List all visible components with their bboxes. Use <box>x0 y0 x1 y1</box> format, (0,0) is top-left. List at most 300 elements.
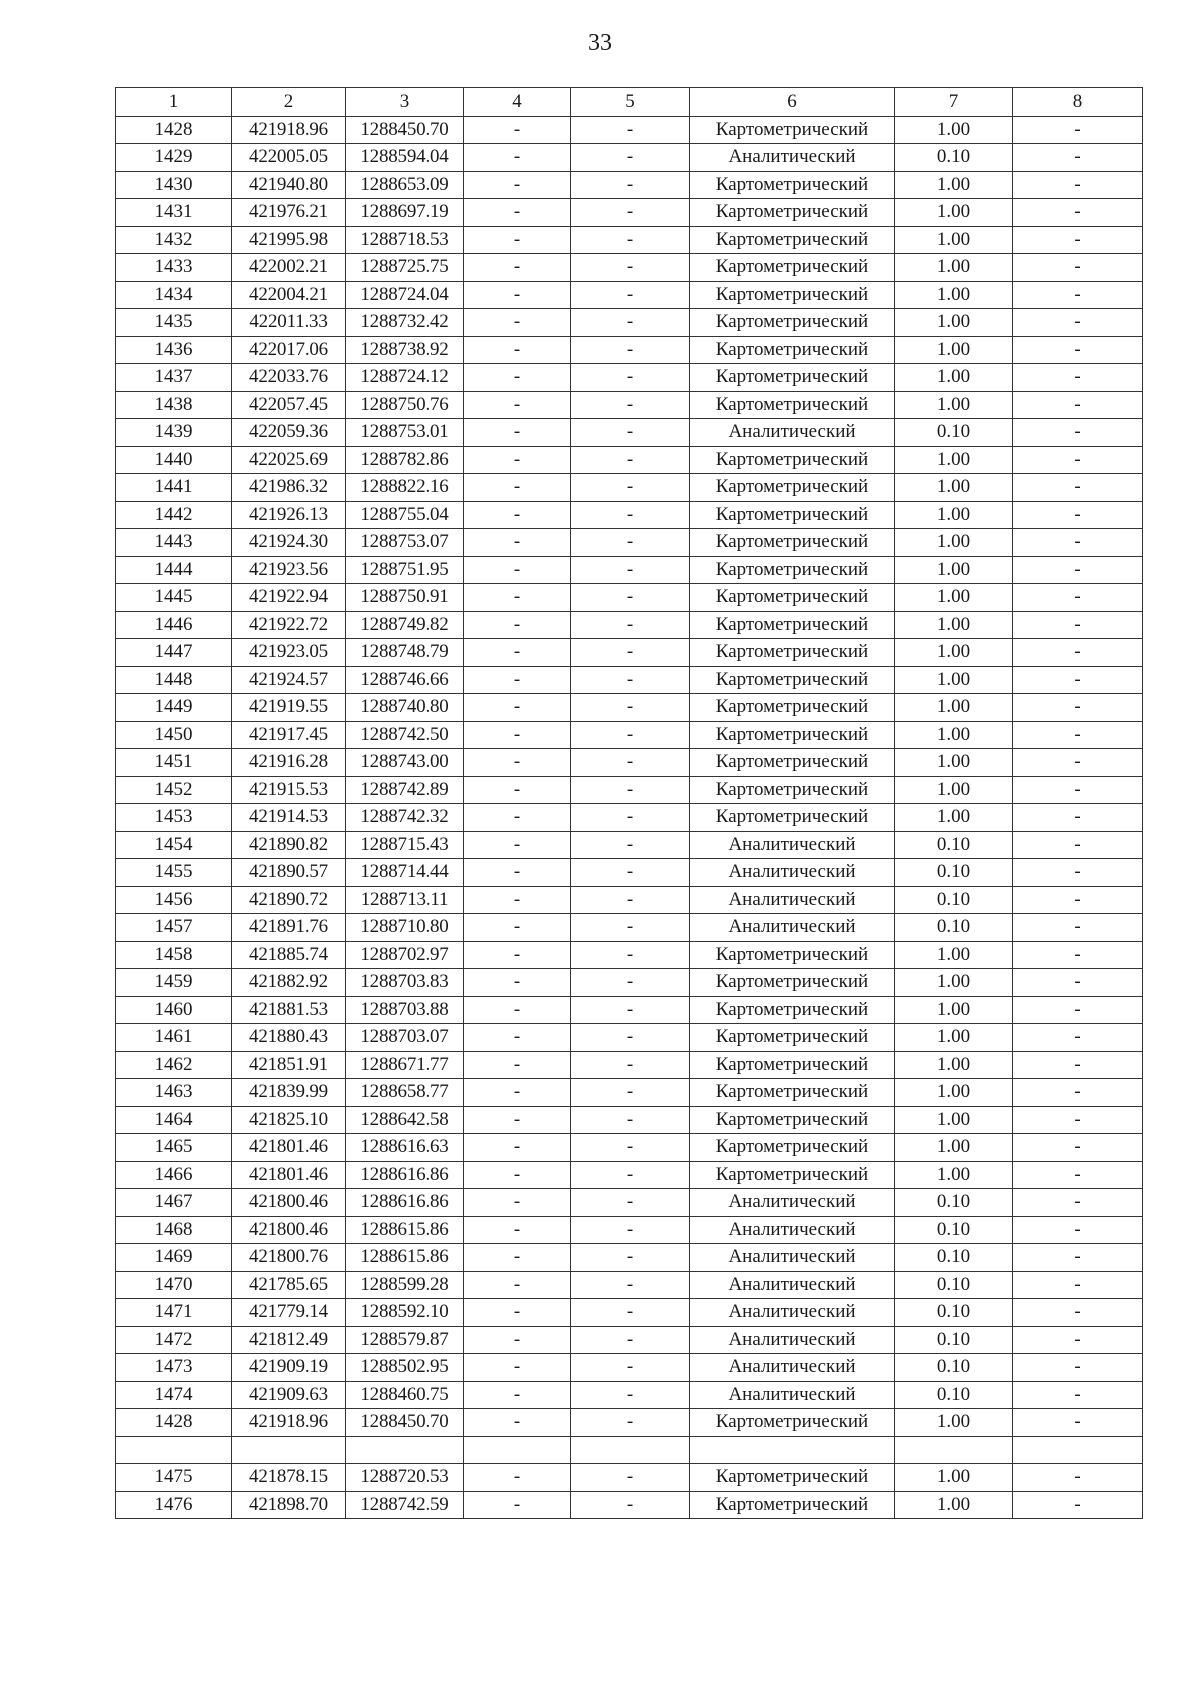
table-cell: Аналитический <box>690 1299 895 1327</box>
table-cell: 1.00 <box>895 749 1013 777</box>
table-cell <box>690 1436 895 1464</box>
table-cell: - <box>571 1024 690 1052</box>
table-cell: - <box>464 199 571 227</box>
table-cell: 1.00 <box>895 116 1013 144</box>
table-cell: - <box>1013 1024 1143 1052</box>
table-cell: - <box>571 501 690 529</box>
table-cell: 421923.05 <box>232 639 346 667</box>
table-cell: - <box>464 1326 571 1354</box>
table-cell: 421922.72 <box>232 611 346 639</box>
column-header: 2 <box>232 88 346 117</box>
table-cell: 1.00 <box>895 666 1013 694</box>
table-cell: 1288714.44 <box>346 859 464 887</box>
table-cell: 1288748.79 <box>346 639 464 667</box>
table-cell: - <box>1013 336 1143 364</box>
table-cell: Картометрический <box>690 611 895 639</box>
table-cell: - <box>571 309 690 337</box>
table-cell: 1288725.75 <box>346 254 464 282</box>
table-cell: Картометрический <box>690 1024 895 1052</box>
table-cell: 1.00 <box>895 941 1013 969</box>
table-cell: Аналитический <box>690 914 895 942</box>
table-cell: - <box>571 1189 690 1217</box>
table-cell: 1288742.32 <box>346 804 464 832</box>
table-cell: - <box>571 1464 690 1492</box>
table-cell: - <box>1013 419 1143 447</box>
table-cell: - <box>1013 1299 1143 1327</box>
table-cell: - <box>1013 1189 1143 1217</box>
table-cell: 422017.06 <box>232 336 346 364</box>
table-cell: - <box>464 116 571 144</box>
table-cell: 421801.46 <box>232 1134 346 1162</box>
table-row <box>116 254 1143 282</box>
table-cell: 1434 <box>116 281 232 309</box>
table-cell: 1288743.00 <box>346 749 464 777</box>
table-cell <box>116 1436 232 1464</box>
table-cell: 0.10 <box>895 1244 1013 1272</box>
table-cell: - <box>464 336 571 364</box>
table-cell: Картометрический <box>690 996 895 1024</box>
table-cell: Картометрический <box>690 336 895 364</box>
table-row <box>116 969 1143 997</box>
table-cell: - <box>464 969 571 997</box>
table-cell: 1468 <box>116 1216 232 1244</box>
table-row <box>116 1409 1143 1437</box>
table-cell: - <box>464 309 571 337</box>
table-cell: - <box>571 1244 690 1272</box>
table-cell: - <box>1013 474 1143 502</box>
table-cell: 1288653.09 <box>346 171 464 199</box>
table-cell: Аналитический <box>690 859 895 887</box>
table-cell: 0.10 <box>895 1189 1013 1217</box>
table-cell: 1.00 <box>895 226 1013 254</box>
table-cell: - <box>464 1106 571 1134</box>
table-cell: 1469 <box>116 1244 232 1272</box>
header-row <box>116 88 1143 117</box>
table-cell: - <box>1013 1491 1143 1519</box>
table-cell: 0.10 <box>895 1271 1013 1299</box>
table-cell: 1.00 <box>895 1491 1013 1519</box>
table-cell: 421909.19 <box>232 1354 346 1382</box>
table-cell: Аналитический <box>690 1354 895 1382</box>
table-cell: 1.00 <box>895 584 1013 612</box>
table-cell: 1.00 <box>895 1409 1013 1437</box>
column-header: 5 <box>571 88 690 117</box>
table-cell: 421812.49 <box>232 1326 346 1354</box>
table-body <box>116 116 1143 1519</box>
table-cell: - <box>571 1299 690 1327</box>
table-cell: 422059.36 <box>232 419 346 447</box>
table-cell: - <box>1013 969 1143 997</box>
table-cell: - <box>571 281 690 309</box>
table-cell: 1.00 <box>895 694 1013 722</box>
table-cell: Картометрический <box>690 1106 895 1134</box>
table-cell: 0.10 <box>895 1326 1013 1354</box>
table-cell: 1450 <box>116 721 232 749</box>
table-cell: 1472 <box>116 1326 232 1354</box>
table-cell: - <box>464 1244 571 1272</box>
table-cell: 421924.30 <box>232 529 346 557</box>
table-row <box>116 1491 1143 1519</box>
table-row <box>116 364 1143 392</box>
table-cell: - <box>464 776 571 804</box>
table-cell: - <box>1013 1409 1143 1437</box>
table-row <box>116 1244 1143 1272</box>
table-cell: 1288753.01 <box>346 419 464 447</box>
table-cell: 1430 <box>116 171 232 199</box>
table-cell <box>346 1436 464 1464</box>
table-cell: 1449 <box>116 694 232 722</box>
table-cell: - <box>464 749 571 777</box>
table-cell: - <box>464 281 571 309</box>
table-cell: 1288720.53 <box>346 1464 464 1492</box>
table-cell: 1288715.43 <box>346 831 464 859</box>
table-cell: Картометрический <box>690 969 895 997</box>
table-cell: - <box>571 1079 690 1107</box>
table-cell: 1431 <box>116 199 232 227</box>
table-cell: - <box>1013 666 1143 694</box>
table-cell: 421800.76 <box>232 1244 346 1272</box>
table-cell: 1288703.88 <box>346 996 464 1024</box>
table-cell: - <box>1013 171 1143 199</box>
table-cell: 421995.98 <box>232 226 346 254</box>
table-cell: 1288751.95 <box>346 556 464 584</box>
table-cell: - <box>1013 776 1143 804</box>
table-cell: Картометрический <box>690 804 895 832</box>
table-cell: Аналитический <box>690 419 895 447</box>
table-cell: - <box>1013 309 1143 337</box>
table-cell: - <box>1013 1216 1143 1244</box>
table-cell: - <box>1013 694 1143 722</box>
table-cell: 1288718.53 <box>346 226 464 254</box>
table-cell: 421976.21 <box>232 199 346 227</box>
table-cell: - <box>571 446 690 474</box>
table-cell: Картометрический <box>690 639 895 667</box>
table-row <box>116 144 1143 172</box>
table-cell: 1.00 <box>895 309 1013 337</box>
table-cell: - <box>571 144 690 172</box>
table-cell: - <box>464 446 571 474</box>
table-cell: 1474 <box>116 1381 232 1409</box>
table-cell: 1288740.80 <box>346 694 464 722</box>
table-cell: 1.00 <box>895 611 1013 639</box>
table-cell: - <box>464 611 571 639</box>
table-cell <box>571 1436 690 1464</box>
table-cell: 0.10 <box>895 1381 1013 1409</box>
table-row <box>116 1106 1143 1134</box>
table-cell: - <box>1013 749 1143 777</box>
table-cell: - <box>1013 1271 1143 1299</box>
table-cell: 1288450.70 <box>346 1409 464 1437</box>
table-cell: - <box>571 419 690 447</box>
table-cell: Картометрический <box>690 474 895 502</box>
table-cell: - <box>1013 1381 1143 1409</box>
page-number: 33 <box>588 30 612 56</box>
table-cell: 421923.56 <box>232 556 346 584</box>
table-cell: 1288724.12 <box>346 364 464 392</box>
table-cell: 1.00 <box>895 1161 1013 1189</box>
table-cell: 1288658.77 <box>346 1079 464 1107</box>
table-cell: - <box>464 584 571 612</box>
table-cell: 1454 <box>116 831 232 859</box>
table-cell: Картометрический <box>690 584 895 612</box>
column-header: 4 <box>464 88 571 117</box>
table-cell: 1473 <box>116 1354 232 1382</box>
table-cell: 421922.94 <box>232 584 346 612</box>
table-cell: - <box>464 226 571 254</box>
table-cell: 1428 <box>116 116 232 144</box>
table-cell: - <box>1013 144 1143 172</box>
table-cell: 1451 <box>116 749 232 777</box>
table-cell: - <box>464 831 571 859</box>
table-cell: - <box>464 1134 571 1162</box>
table-cell: 1429 <box>116 144 232 172</box>
table-row <box>116 556 1143 584</box>
table-cell: - <box>571 749 690 777</box>
table-cell: - <box>1013 1464 1143 1492</box>
table-cell: 0.10 <box>895 419 1013 447</box>
table-cell: - <box>571 1106 690 1134</box>
table-cell: - <box>464 1381 571 1409</box>
table-cell: 1288642.58 <box>346 1106 464 1134</box>
table-cell: 421898.70 <box>232 1491 346 1519</box>
table-cell: 421800.46 <box>232 1189 346 1217</box>
table-cell: - <box>571 1381 690 1409</box>
table-cell: - <box>571 171 690 199</box>
table-cell: 421890.82 <box>232 831 346 859</box>
column-header: 6 <box>690 88 895 117</box>
table-row <box>116 749 1143 777</box>
table-cell: 421881.53 <box>232 996 346 1024</box>
table-cell: 1435 <box>116 309 232 337</box>
table-cell: - <box>1013 996 1143 1024</box>
table-cell: - <box>464 666 571 694</box>
table-cell: - <box>464 1409 571 1437</box>
table-cell: Картометрический <box>690 556 895 584</box>
table-cell: 1288742.59 <box>346 1491 464 1519</box>
table-row <box>116 281 1143 309</box>
table-cell: 1447 <box>116 639 232 667</box>
table-cell: 1471 <box>116 1299 232 1327</box>
table-cell: - <box>1013 1244 1143 1272</box>
table-cell: Аналитический <box>690 886 895 914</box>
table-cell: - <box>1013 364 1143 392</box>
column-header: 8 <box>1013 88 1143 117</box>
table-cell: 421986.32 <box>232 474 346 502</box>
table-cell: 1465 <box>116 1134 232 1162</box>
table-cell: 421918.96 <box>232 116 346 144</box>
table-cell: - <box>464 1491 571 1519</box>
table-cell: 421839.99 <box>232 1079 346 1107</box>
table-cell: - <box>1013 639 1143 667</box>
table-cell: 1439 <box>116 419 232 447</box>
table-cell: 1.00 <box>895 804 1013 832</box>
table-cell: Картометрический <box>690 501 895 529</box>
table-cell: 421880.43 <box>232 1024 346 1052</box>
table-row <box>116 996 1143 1024</box>
table-cell: - <box>1013 1354 1143 1382</box>
table-cell: Картометрический <box>690 171 895 199</box>
table-row <box>116 1189 1143 1217</box>
table-row <box>116 1161 1143 1189</box>
table-cell: 1288750.76 <box>346 391 464 419</box>
table-cell: - <box>571 1326 690 1354</box>
table-row <box>116 584 1143 612</box>
table-cell: - <box>1013 1106 1143 1134</box>
table-cell: - <box>1013 804 1143 832</box>
table-row <box>116 914 1143 942</box>
table-cell: - <box>571 859 690 887</box>
table-cell: 1288594.04 <box>346 144 464 172</box>
table-cell: - <box>464 639 571 667</box>
table-cell: - <box>464 1216 571 1244</box>
table-row <box>116 1436 1143 1464</box>
table-cell: - <box>571 804 690 832</box>
table-cell: 0.10 <box>895 1354 1013 1382</box>
table-cell: 1288502.95 <box>346 1354 464 1382</box>
table-cell: 1464 <box>116 1106 232 1134</box>
table-cell: - <box>1013 859 1143 887</box>
table-row <box>116 446 1143 474</box>
table-cell: 421785.65 <box>232 1271 346 1299</box>
table-cell: 422033.76 <box>232 364 346 392</box>
table-cell: 1.00 <box>895 776 1013 804</box>
table-cell: 421851.91 <box>232 1051 346 1079</box>
table-cell: - <box>571 1491 690 1519</box>
table-cell: 1442 <box>116 501 232 529</box>
table-cell: 1456 <box>116 886 232 914</box>
table-cell: 1476 <box>116 1491 232 1519</box>
table-cell: 1440 <box>116 446 232 474</box>
table-cell: 1288742.89 <box>346 776 464 804</box>
table-cell: 1.00 <box>895 639 1013 667</box>
table-cell: 421915.53 <box>232 776 346 804</box>
table-cell: - <box>464 1051 571 1079</box>
table-cell: Картометрический <box>690 1079 895 1107</box>
table-cell: 1288749.82 <box>346 611 464 639</box>
table-row <box>116 694 1143 722</box>
table-cell: - <box>464 254 571 282</box>
table-cell: Картометрический <box>690 116 895 144</box>
table-cell: Картометрический <box>690 199 895 227</box>
table-cell: Аналитический <box>690 1381 895 1409</box>
table-row <box>116 831 1143 859</box>
table-cell: Картометрический <box>690 364 895 392</box>
table-cell: - <box>571 721 690 749</box>
table-cell: 421914.53 <box>232 804 346 832</box>
table-cell: - <box>1013 914 1143 942</box>
table-cell: 422025.69 <box>232 446 346 474</box>
table-cell: Аналитический <box>690 1216 895 1244</box>
table-cell: 0.10 <box>895 1299 1013 1327</box>
table-cell: 1288710.80 <box>346 914 464 942</box>
table-cell: 1446 <box>116 611 232 639</box>
table-cell: 1441 <box>116 474 232 502</box>
table-cell: 422002.21 <box>232 254 346 282</box>
table-cell: 1.00 <box>895 254 1013 282</box>
table-cell: 0.10 <box>895 144 1013 172</box>
table-cell: - <box>1013 1161 1143 1189</box>
table-cell: 0.10 <box>895 1216 1013 1244</box>
table-cell <box>464 1436 571 1464</box>
table-cell: - <box>464 859 571 887</box>
table-cell: 1288746.66 <box>346 666 464 694</box>
table-cell: 1.00 <box>895 171 1013 199</box>
table-cell: 1466 <box>116 1161 232 1189</box>
table-cell: - <box>1013 1326 1143 1354</box>
table-cell: 421940.80 <box>232 171 346 199</box>
table-cell: Аналитический <box>690 1189 895 1217</box>
table-row <box>116 1326 1143 1354</box>
table-row <box>116 1354 1143 1382</box>
table-cell: 1.00 <box>895 1106 1013 1134</box>
table-cell: Картометрический <box>690 1491 895 1519</box>
table-cell: 1288615.86 <box>346 1244 464 1272</box>
table-cell: 1.00 <box>895 1134 1013 1162</box>
table-row <box>116 336 1143 364</box>
table-cell: 1288671.77 <box>346 1051 464 1079</box>
table-cell: - <box>571 199 690 227</box>
table-cell: - <box>464 1464 571 1492</box>
table-cell: - <box>571 666 690 694</box>
table-cell: - <box>464 1354 571 1382</box>
table-row <box>116 1079 1143 1107</box>
table-row <box>116 419 1143 447</box>
table-cell: - <box>464 556 571 584</box>
table-cell: - <box>464 474 571 502</box>
table-row <box>116 391 1143 419</box>
table-cell: 1457 <box>116 914 232 942</box>
table-cell: - <box>1013 116 1143 144</box>
table-cell: 1288732.42 <box>346 309 464 337</box>
table-row <box>116 116 1143 144</box>
table-cell: 1.00 <box>895 391 1013 419</box>
table-cell <box>232 1436 346 1464</box>
table-row <box>116 941 1143 969</box>
table-cell: - <box>571 254 690 282</box>
table-cell: 0.10 <box>895 859 1013 887</box>
table-cell: 0.10 <box>895 831 1013 859</box>
table-cell: 1288713.11 <box>346 886 464 914</box>
table-row <box>116 611 1143 639</box>
table-cell: - <box>464 1079 571 1107</box>
table-cell: - <box>571 529 690 557</box>
table-cell: 1432 <box>116 226 232 254</box>
table-cell: 1459 <box>116 969 232 997</box>
table-cell: - <box>464 1271 571 1299</box>
table-cell: - <box>1013 446 1143 474</box>
table-cell: - <box>571 776 690 804</box>
table-cell: 1288742.50 <box>346 721 464 749</box>
table-cell: - <box>464 996 571 1024</box>
table-cell: 1288450.70 <box>346 116 464 144</box>
table-cell: - <box>1013 1079 1143 1107</box>
table-cell: 1.00 <box>895 474 1013 502</box>
table-cell: - <box>571 391 690 419</box>
table-cell: - <box>464 529 571 557</box>
table-cell: 1437 <box>116 364 232 392</box>
table-cell: - <box>571 996 690 1024</box>
table-cell: - <box>571 694 690 722</box>
table-cell: 1288750.91 <box>346 584 464 612</box>
table-cell: 0.10 <box>895 914 1013 942</box>
table-cell: 1288702.97 <box>346 941 464 969</box>
table-cell: 1288616.86 <box>346 1161 464 1189</box>
table-cell: Картометрический <box>690 1409 895 1437</box>
table-cell: 421909.63 <box>232 1381 346 1409</box>
table-cell: 422004.21 <box>232 281 346 309</box>
table-row <box>116 501 1143 529</box>
table-cell: 421878.15 <box>232 1464 346 1492</box>
